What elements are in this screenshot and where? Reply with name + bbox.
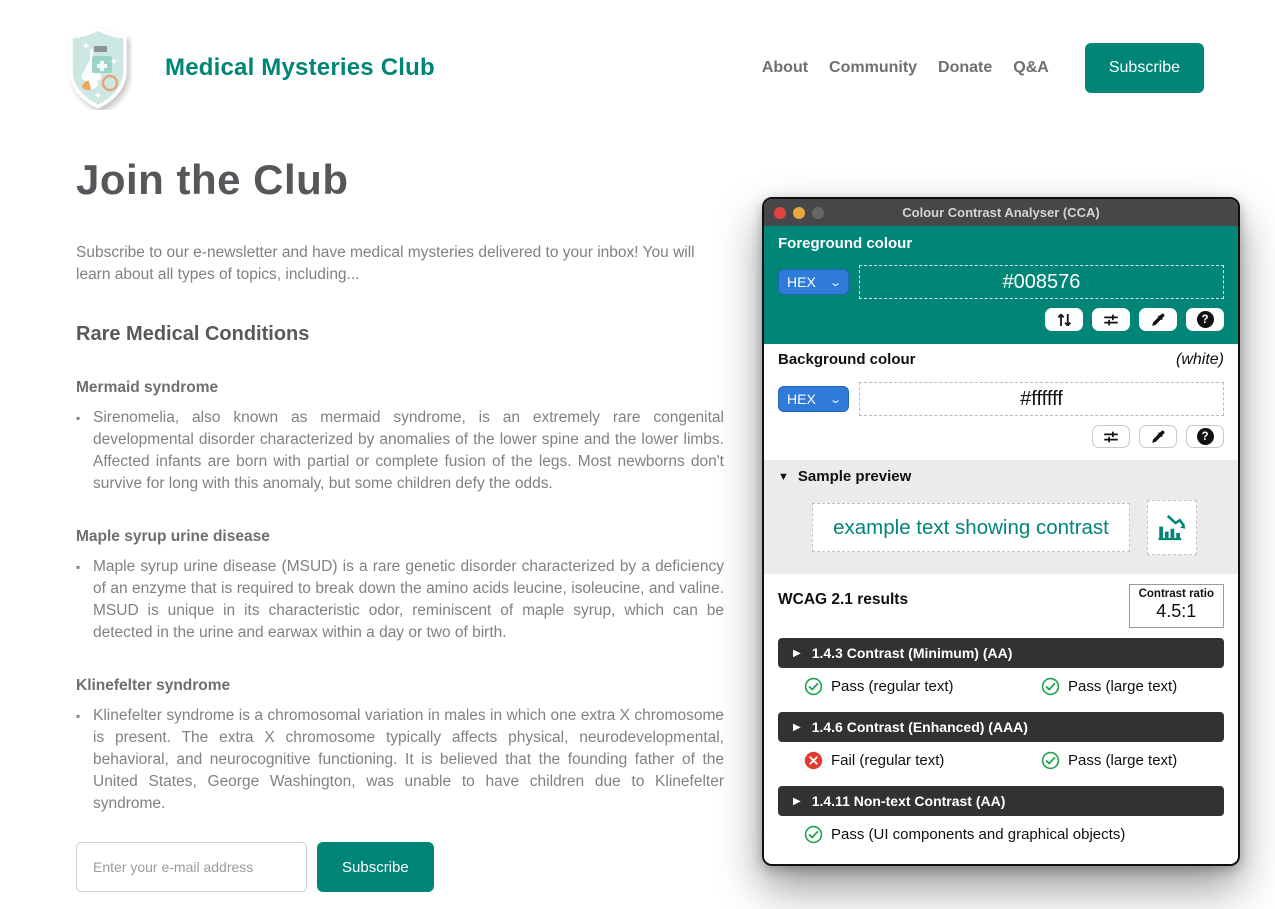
site-logo[interactable]: [64, 26, 132, 110]
sliders-icon: [1102, 311, 1120, 329]
newsletter-form: [76, 842, 724, 892]
condition-text: ▪ Sirenomelia, also known as mermaid syndrome, is an extremely rare congenital developmental disorder characterized by anomalies of the lower spine and the lower limbs. Affected infants are born with partial or complete fusion of the legs. Most newborns don't survive for long with this anomaly, but some children defy the odds.: [76, 407, 724, 495]
expand-triangle-icon: ▶: [793, 647, 801, 659]
nav-donate[interactable]: Donate: [938, 59, 993, 76]
fail-icon: [804, 751, 823, 770]
primary-nav: [762, 43, 1204, 93]
swap-colours-button[interactable]: [1045, 308, 1083, 331]
sliders-icon: [1102, 428, 1120, 446]
background-label: Background colour: [778, 351, 916, 368]
pass-icon: [804, 825, 823, 844]
background-eyedropper-button[interactable]: [1139, 425, 1177, 448]
contrast-ratio-value: 4.5:1: [1156, 601, 1197, 621]
pass-icon: [1041, 677, 1060, 696]
cca-window: [762, 197, 1240, 866]
condition-heading: Mermaid syndrome: [76, 379, 219, 396]
nav-about[interactable]: About: [761, 59, 809, 76]
background-colour-input[interactable]: [859, 382, 1224, 416]
email-input[interactable]: [76, 842, 307, 892]
eyedropper-icon: [1150, 429, 1166, 445]
foreground-colour-input[interactable]: [859, 265, 1224, 299]
background-sliders-button[interactable]: [1092, 425, 1130, 448]
criterion-146-bar[interactable]: ▶ 1.4.6 Contrast (Enhanced) (AAA): [778, 712, 1224, 742]
background-colour-name: (white): [1175, 351, 1224, 368]
condition-text: ▪ Maple syrup urine disease (MSUD) is a rare genetic disorder characterized by a deficiency of an enzyme that is required to break down the amino acids leucine, isoleucine, and valine. MSUD is unique in its characteristic odor, reminiscent of maple syrup, which can be detected in the urine and earwax within a day or two of birth.: [76, 556, 724, 644]
sample-preview-section: [764, 460, 1238, 574]
swap-arrows-icon: [1055, 311, 1073, 329]
foreground-format-select[interactable]: HEX ⌄: [778, 269, 849, 295]
condition-text: ▪ Klinefelter syndrome is a chromosomal variation in males in which one extra X chromosome is present. The extra X chromosome typically affects physical, neurodevelopmental, behavioral, and neurocognitive functioning. It is believed that the founding father of the United States, George Washington, was unable to have children due to Klinefelter syndrome.: [76, 705, 724, 815]
sample-preview-toggle[interactable]: [778, 468, 1224, 485]
chevron-down-icon: ⌄: [828, 276, 842, 289]
sample-preview-label: Sample preview: [797, 468, 912, 485]
foreground-label: Foreground colour: [778, 235, 913, 252]
header-subscribe-button[interactable]: Subscribe: [1085, 43, 1204, 93]
foreground-section: [764, 226, 1238, 344]
section-title: Rare Medical Conditions: [76, 323, 310, 345]
check-result: Pass (regular text): [804, 677, 1041, 696]
cca-titlebar[interactable]: [764, 199, 1238, 226]
eyedropper-icon: [1150, 312, 1166, 328]
check-result: Pass (large text): [1041, 677, 1224, 696]
criterion-1411-bar[interactable]: ▶ 1.4.11 Non-text Contrast (AA): [778, 786, 1224, 816]
site-title: Medical Mysteries Club: [165, 54, 435, 81]
chevron-down-icon: ⌄: [828, 393, 842, 406]
sample-text: example text showing contrast: [833, 515, 1109, 539]
page-title: Join the Club: [76, 156, 349, 203]
declining-chart-icon: [1155, 511, 1189, 545]
sample-text-box: [812, 503, 1130, 552]
wcag-results-section: [764, 574, 1238, 864]
contrast-graph-button[interactable]: [1147, 500, 1197, 555]
pass-icon: [804, 677, 823, 696]
condition-heading: Klinefelter syndrome: [76, 677, 231, 694]
newsletter-subscribe-button[interactable]: Subscribe: [317, 842, 434, 892]
nav-community[interactable]: Community: [829, 59, 918, 76]
intro-paragraph: Subscribe to our e-newsletter and have medical mysteries delivered to your inbox! You will learn about all types of topics, including...: [76, 244, 695, 283]
criterion-143-bar[interactable]: ▶ 1.4.3 Contrast (Minimum) (AA): [778, 638, 1224, 668]
window-title: Colour Contrast Analyser (CCA): [902, 205, 1100, 220]
background-section: [764, 344, 1238, 460]
expand-triangle-icon: ▶: [793, 795, 801, 807]
check-result: Fail (regular text): [804, 751, 1041, 770]
expand-triangle-icon: ▶: [793, 721, 801, 733]
background-format-select[interactable]: HEX ⌄: [778, 386, 849, 412]
foreground-eyedropper-button[interactable]: [1139, 308, 1177, 331]
site-header: [0, 0, 1275, 110]
foreground-sliders-button[interactable]: [1092, 308, 1130, 331]
results-heading: WCAG 2.1 results: [778, 591, 909, 608]
question-icon: ?: [1197, 311, 1214, 328]
check-result: Pass (large text): [1041, 751, 1224, 770]
collapse-triangle-icon: ▼: [778, 470, 789, 483]
question-icon: ?: [1197, 428, 1214, 445]
contrast-ratio-label: Contrast ratio: [1138, 588, 1214, 600]
nav-qa[interactable]: Q&A: [1013, 59, 1049, 76]
check-result: Pass (UI components and graphical objects): [804, 825, 1224, 844]
background-help-button[interactable]: [1186, 425, 1224, 448]
contrast-ratio-box: [1129, 584, 1224, 628]
foreground-help-button[interactable]: [1186, 308, 1224, 331]
pass-icon: [1041, 751, 1060, 770]
main-content: [76, 156, 724, 909]
condition-heading: Maple syrup urine disease: [76, 528, 270, 545]
